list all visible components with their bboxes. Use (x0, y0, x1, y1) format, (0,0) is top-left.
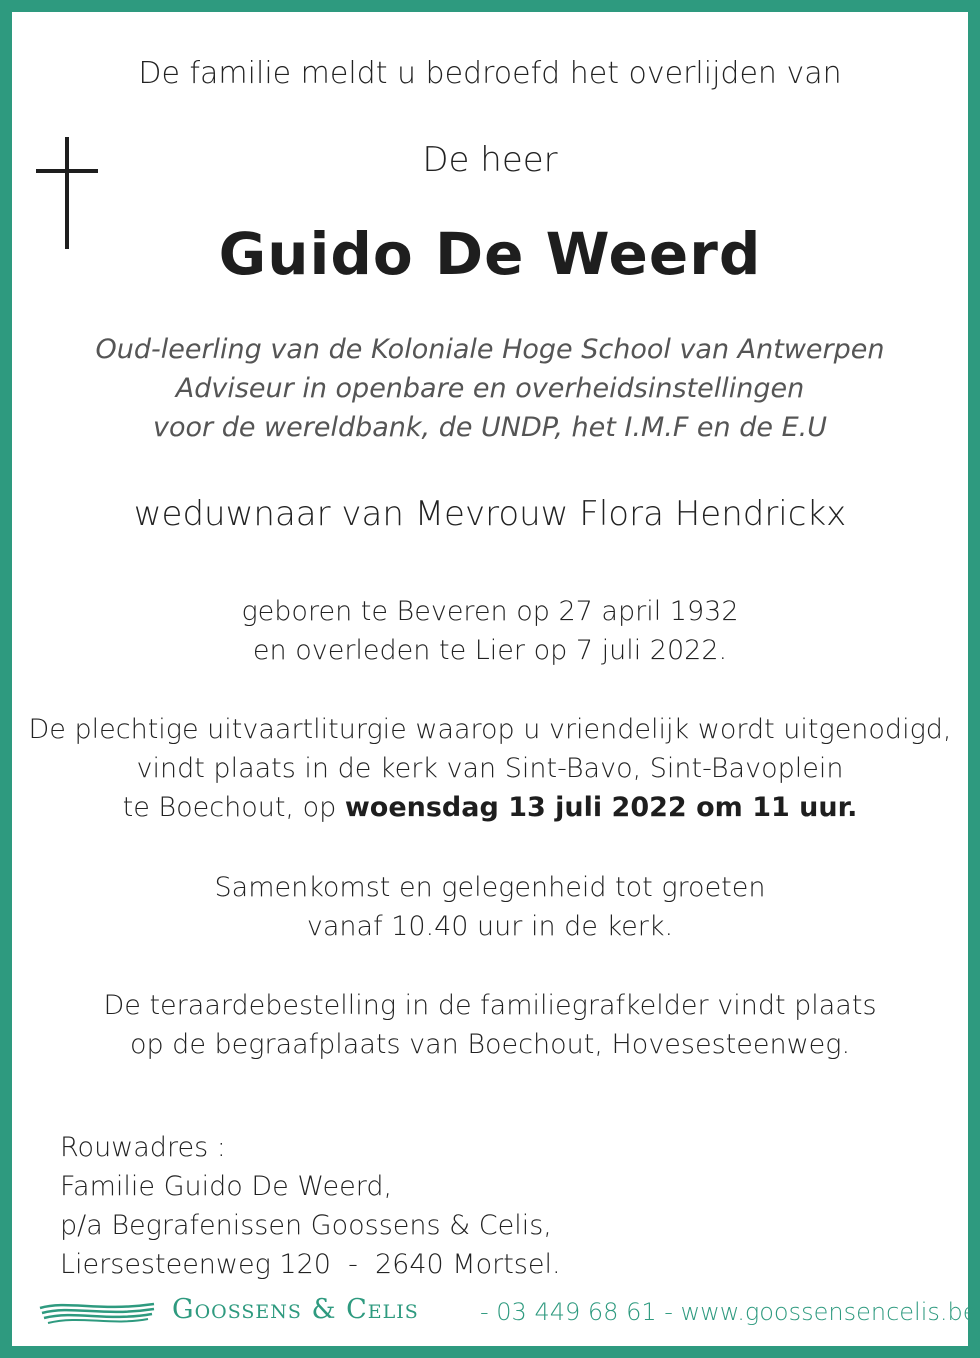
address-line: Rouwadres : (60, 1132, 226, 1163)
intro-text: De familie meldt u bedroefd het overlijden van (138, 56, 842, 91)
deceased-name: Guido De Weerd (218, 220, 762, 288)
ceremony-line (12, 788, 968, 827)
funeral-home-name: Goossens & Celis (172, 1294, 419, 1325)
gathering-line: vanaf 10.40 uur in de kerk. (306, 911, 674, 942)
address-line: Familie Guido De Weerd, (60, 1171, 393, 1202)
burial-line: op de begraafplaats van Boechout, Hovesesteenweg. (129, 1029, 851, 1060)
gathering-info (12, 868, 968, 946)
career-description (12, 330, 968, 447)
career-line: Oud-leerling van de Koloniale Hoge School van Antwerpen (95, 334, 885, 365)
burial-info (12, 986, 968, 1064)
gathering-line: Samenkomst en gelegenheid tot groeten (214, 872, 766, 903)
career-line: Adviseur in openbare en overheidsinstellingen (175, 373, 805, 404)
ceremony-info (12, 710, 968, 827)
address-line: p/a Begrafenissen Goossens & Celis, (60, 1210, 552, 1241)
burial-line: De teraardebestelling in de familiegrafkelder vindt plaats (103, 990, 877, 1021)
wave-logo-icon (38, 1298, 156, 1326)
birth-death-dates (12, 592, 968, 670)
career-line: voor de wereldbank, de UNDP, het I.M.F en de E.U (153, 412, 827, 443)
funeral-home-footer (38, 1292, 978, 1332)
address-line: Liersesteenweg 120 - 2640 Mortsel. (60, 1249, 561, 1280)
birth-line: geboren te Beveren op 27 april 1932 (241, 596, 739, 627)
ceremony-datetime: woensdag 13 juli 2022 om 11 uur. (344, 792, 858, 823)
funeral-home-contact[interactable]: - 03 449 68 61 - www.goossensencelis.be (480, 1298, 978, 1326)
widower-text: weduwnaar van Mevrouw Flora Hendrickx (133, 494, 847, 534)
death-line: en overleden te Lier op 7 juli 2022. (252, 635, 728, 666)
title-prefix: De heer (422, 140, 558, 180)
ceremony-line: vindt plaats in de kerk van Sint-Bavo, Sint-Bavoplein (136, 753, 844, 784)
ceremony-line: De plechtige uitvaartliturgie waarop u vriendelijk wordt uitgenodigd, (28, 714, 952, 745)
ceremony-location: te Boechout, op (122, 792, 345, 823)
mourning-address (60, 1128, 561, 1284)
